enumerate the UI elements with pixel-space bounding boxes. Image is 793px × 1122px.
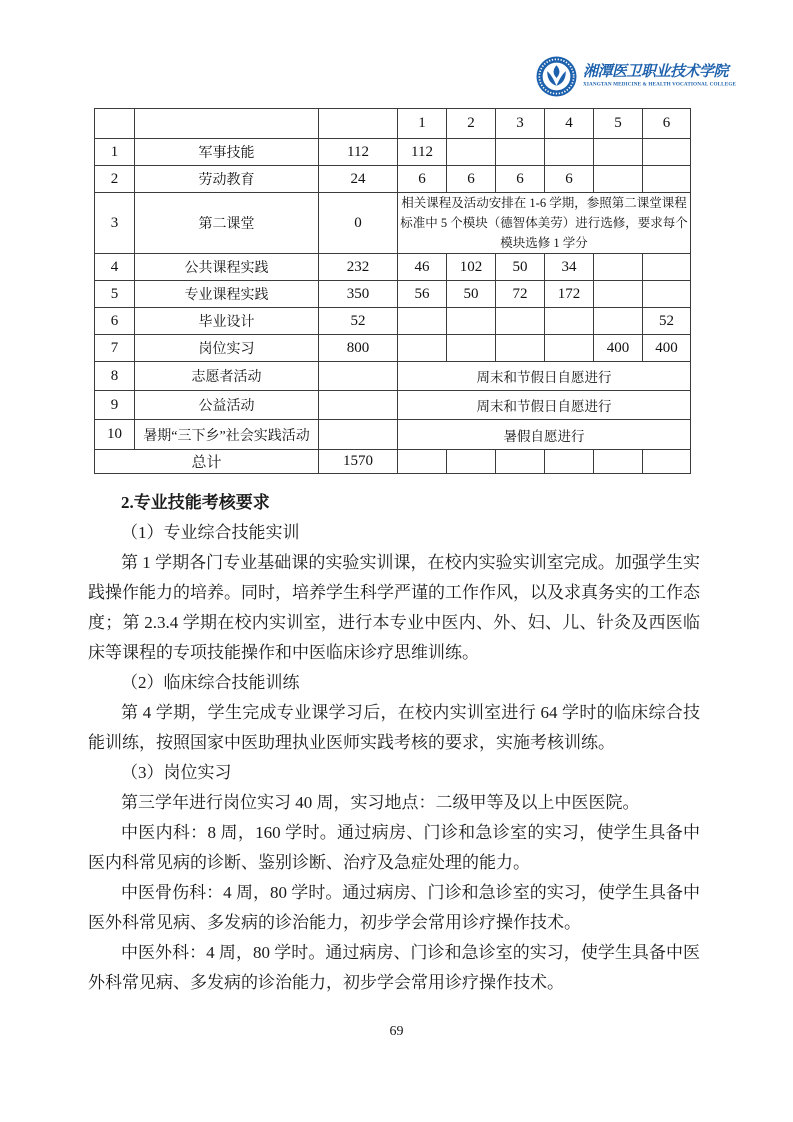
activity-name-cell: 劳动教育: [135, 166, 319, 193]
semester-value-cell: [594, 139, 643, 166]
hours-cell: [319, 420, 398, 450]
semester-value-cell: 172: [545, 281, 594, 308]
practice-hours-table: [94, 108, 691, 474]
semester-value-cell: [643, 139, 691, 166]
hours-cell: 350: [319, 281, 398, 308]
section-heading: 2.专业技能考核要求: [121, 493, 270, 512]
paragraph: 第 1 学期各门专业基础课的实验实训课，在校内实验实训室完成。加强学生实践操作能力的培养。同时，培养学生科学严谨的工作作风，以及求真务实的工作态度；第 2.3.4 学期在校内实训室，进行本专业中医内、外、妇、儿、针灸及西医临床等课程的专项技能操作和中医临床诊疗思维训练。: [88, 553, 700, 662]
semester-header-cell: 6: [643, 109, 691, 139]
row-number-cell: 6: [95, 308, 135, 335]
table-row: [95, 139, 691, 166]
semester-value-cell: [398, 335, 447, 362]
row-number-cell: 10: [95, 420, 135, 450]
row-number-cell: 4: [95, 254, 135, 281]
hours-cell: [319, 391, 398, 420]
semester-value-cell: [545, 335, 594, 362]
semester-value-cell: [398, 308, 447, 335]
page-number: 69: [389, 1024, 404, 1039]
activity-name-cell: 毕业设计: [135, 308, 319, 335]
hours-cell: 24: [319, 166, 398, 193]
table-row: [95, 335, 691, 362]
row-number-cell: 9: [95, 391, 135, 420]
activity-name-cell: 岗位实习: [135, 335, 319, 362]
content-section: [88, 488, 700, 998]
hours-cell: 52: [319, 308, 398, 335]
activity-name-cell: 第二课堂: [135, 193, 319, 254]
activity-name-cell: 专业课程实践: [135, 281, 319, 308]
table-row: [95, 254, 691, 281]
school-name-en: XIANGTAN MEDICINE & HEALTH VOCATIONAL COLLEGE: [583, 80, 737, 87]
activity-name-cell: 公益活动: [135, 391, 319, 420]
row-number-cell: 3: [95, 193, 135, 254]
paragraph: 中医外科：4 周，80 学时。通过病房、门诊和急诊室的实习，使学生具备中医外科常见病、多发病的诊治能力，初步学会常用诊疗操作技术。: [88, 943, 700, 992]
semester-header-cell: 3: [496, 109, 545, 139]
school-logo-text: [583, 62, 793, 92]
semester-value-cell: [643, 281, 691, 308]
table-row: [95, 166, 691, 193]
semester-value-cell: [594, 254, 643, 281]
semester-value-cell: 6: [545, 166, 594, 193]
semester-value-cell: 56: [398, 281, 447, 308]
paragraph: 中医骨伤科：4 周，80 学时。通过病房、门诊和急诊室的实习，使学生具备中医外科常见病、多发病的诊治能力，初步学会常用诊疗操作技术。: [88, 883, 700, 932]
merged-note-cell: 周末和节假日自愿进行: [398, 391, 691, 420]
row-number-cell: 7: [95, 335, 135, 362]
activity-name-cell: 军事技能: [135, 139, 319, 166]
empty-cell: [643, 450, 691, 474]
semester-value-cell: [447, 335, 496, 362]
row-number-cell: 5: [95, 281, 135, 308]
paragraph: 第三学年进行岗位实习 40 周，实习地点：二级甲等及以上中医医院。: [121, 793, 640, 812]
semester-value-cell: 112: [398, 139, 447, 166]
semester-value-cell: 400: [643, 335, 691, 362]
semester-value-cell: 50: [496, 254, 545, 281]
semester-header-cell: 1: [398, 109, 447, 139]
semester-value-cell: [496, 308, 545, 335]
semester-value-cell: [545, 308, 594, 335]
school-emblem-icon: [536, 56, 577, 97]
semester-value-cell: [496, 335, 545, 362]
semester-value-cell: 46: [398, 254, 447, 281]
header-empty-cell: [319, 109, 398, 139]
semester-value-cell: 6: [398, 166, 447, 193]
school-name-cn: 湘潭医卫职业技术学院: [583, 63, 729, 80]
hours-cell: 112: [319, 139, 398, 166]
table-total-row: [95, 450, 691, 474]
table-row: [95, 391, 691, 420]
semester-header-cell: 5: [594, 109, 643, 139]
semester-value-cell: [594, 281, 643, 308]
merged-note-cell: 相关课程及活动安排在 1-6 学期，参照第二课堂课程标准中 5 个模块（德智体美劳）进行选修，要求每个模块选修 1 学分: [398, 193, 691, 254]
semester-value-cell: 6: [496, 166, 545, 193]
hours-cell: 232: [319, 254, 398, 281]
empty-cell: [545, 450, 594, 474]
semester-value-cell: [643, 166, 691, 193]
sub-heading: （3）岗位实习: [121, 763, 232, 782]
semester-value-cell: [643, 254, 691, 281]
total-label-cell: 总计: [95, 450, 319, 474]
semester-value-cell: 6: [447, 166, 496, 193]
merged-note-cell: 周末和节假日自愿进行: [398, 362, 691, 391]
semester-value-cell: 102: [447, 254, 496, 281]
semester-value-cell: [447, 139, 496, 166]
table-row: [95, 362, 691, 391]
empty-cell: [496, 450, 545, 474]
table-header-row: [95, 109, 691, 139]
hours-cell: [319, 362, 398, 391]
row-number-cell: 1: [95, 139, 135, 166]
semester-value-cell: [594, 308, 643, 335]
row-number-cell: 2: [95, 166, 135, 193]
header-empty-cell: [135, 109, 319, 139]
table-row: [95, 308, 691, 335]
semester-value-cell: 52: [643, 308, 691, 335]
table-row: [95, 193, 691, 254]
activity-name-cell: 公共课程实践: [135, 254, 319, 281]
semester-value-cell: 400: [594, 335, 643, 362]
semester-value-cell: 34: [545, 254, 594, 281]
activity-name-cell: 志愿者活动: [135, 362, 319, 391]
hours-cell: 0: [319, 193, 398, 254]
empty-cell: [398, 450, 447, 474]
sub-heading: （2）临床综合技能训练: [121, 673, 300, 692]
semester-value-cell: [496, 139, 545, 166]
school-logo: [536, 56, 793, 97]
total-hours-cell: 1570: [319, 450, 398, 474]
table-row: [95, 281, 691, 308]
row-number-cell: 8: [95, 362, 135, 391]
activity-name-cell: 暑期“三下乡”社会实践活动: [135, 420, 319, 450]
semester-header-cell: 4: [545, 109, 594, 139]
semester-value-cell: [594, 166, 643, 193]
semester-value-cell: [447, 308, 496, 335]
merged-note-cell: 暑假自愿进行: [398, 420, 691, 450]
hours-cell: 800: [319, 335, 398, 362]
semester-value-cell: [545, 139, 594, 166]
sub-heading: （1）专业综合技能实训: [121, 523, 300, 542]
paragraph: 中医内科：8 周，160 学时。通过病房、门诊和急诊室的实习，使学生具备中医内科常见病的诊断、鉴别诊断、治疗及急症处理的能力。: [88, 823, 700, 872]
semester-value-cell: 72: [496, 281, 545, 308]
empty-cell: [594, 450, 643, 474]
table-row: [95, 420, 691, 450]
semester-value-cell: 50: [447, 281, 496, 308]
empty-cell: [447, 450, 496, 474]
paragraph: 第 4 学期，学生完成专业课学习后，在校内实训室进行 64 学时的临床综合技能训练，按照国家中医助理执业医师实践考核的要求，实施考核训练。: [88, 703, 700, 752]
header-empty-cell: [95, 109, 135, 139]
semester-header-cell: 2: [447, 109, 496, 139]
